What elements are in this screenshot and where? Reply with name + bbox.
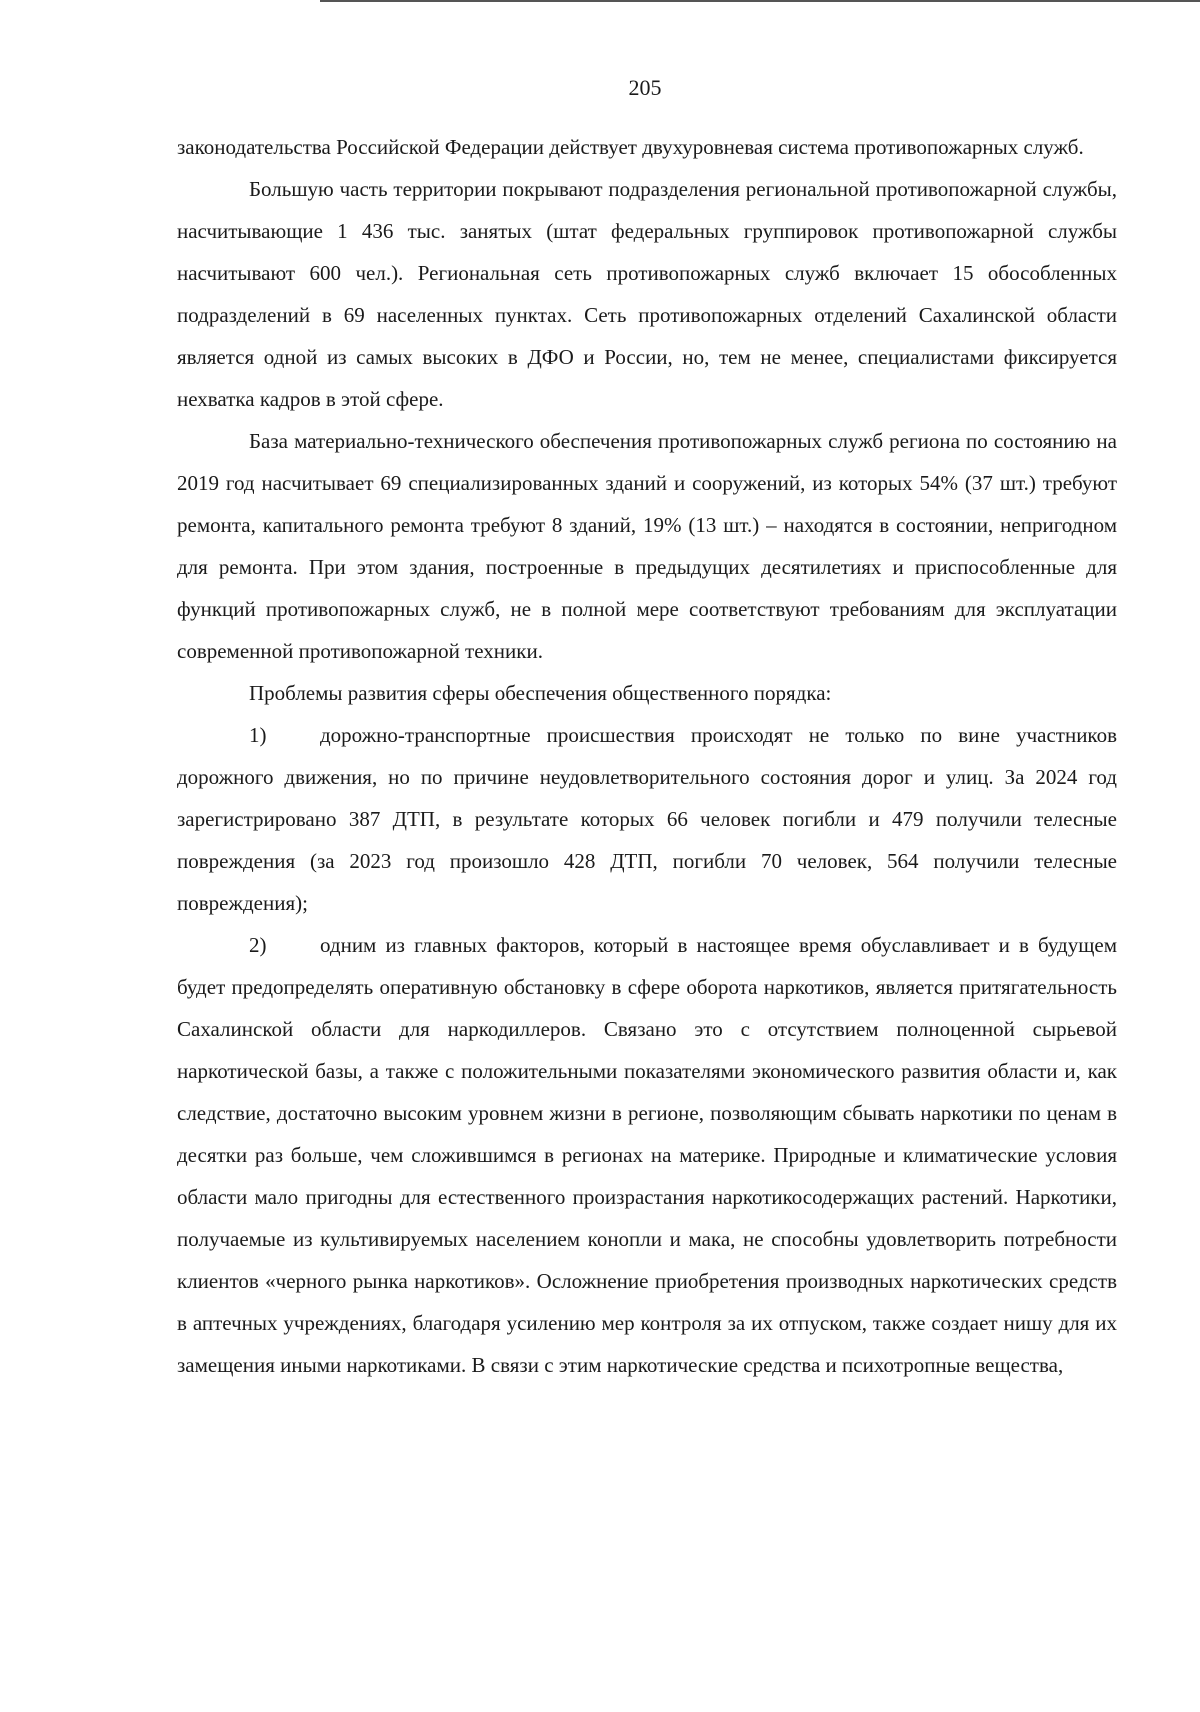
list-item-road-accidents	[177, 714, 1117, 924]
paragraph-regional-fire-service: Большую часть территории покрывают подразделения региональной противопожарной службы, насчитывающие 1 436 тыс. занятых (штат федеральных группировок противопожарной службы насчитывают 600 чел.). Региональная сеть противопожарных служб включает 15 обособленных подразделений в 69 населенных пунктах. Сеть противопожарных отделений Сахалинской области является одной из самых высоких в ДФО и России, но, тем не менее, специалистами фиксируется нехватка кадров в этой сфере.	[177, 177, 1117, 411]
list-item-text: одним из главных факторов, который в настоящее время обуславливает и в будущем будет предопределять оперативную обстановку в сфере оборота наркотиков, является притягательность Сахалинской области для наркодиллеров. Связано это с отсутствием полноценной сырьевой наркотической базы, а также с положительными показателями экономического развития области и, как следствие, достаточно высоким уровнем жизни в регионе, позволяющим сбывать наркотики по ценам в десятки раз больше, чем сложившимся в регионах на материке. Природные и климатические условия области мало пригодны для естественного произрастания наркотикосодержащих растений. Наркотики, получаемые из культивируемых населением конопли и мака, не способны удовлетворить потребности клиентов «черного рынка наркотиков». Осложнение приобретения производных наркотических средств в аптечных учреждениях, благодаря усилению мер контроля за их отпуском, также создает нишу для их замещения иными наркотиками. В связи с этим наркотические средства и психотропные вещества,	[177, 933, 1117, 1377]
scan-top-border	[320, 0, 1200, 2]
page-number: 205	[628, 75, 662, 100]
paragraph-public-order-problems: Проблемы развития сферы обеспечения общественного порядка:	[249, 681, 832, 705]
list-item-number: 2)	[249, 933, 267, 957]
document-body	[177, 126, 1117, 1386]
list-item-text: дорожно-транспортные происшествия происходят не только по вине участников дорожного движения, но по причине неудовлетворительного состояния дорог и улиц. За 2024 год зарегистрировано 387 ДТП, в результате которых 66 человек погибли и 479 получили телесные повреждения (за 2023 год произошло 428 ДТП, погибли 70 человек, 564 получили телесные повреждения);	[177, 723, 1117, 915]
list-item-number: 1)	[249, 723, 267, 747]
list-item-drug-trafficking	[177, 924, 1117, 1386]
paragraph-continuation: законодательства Российской Федерации действует двухуровневая система противопожарных служб.	[177, 135, 1084, 159]
paragraph-material-base: База материально-технического обеспечения противопожарных служб региона по состоянию на 2019 год насчитывает 69 специализированных зданий и сооружений, из которых 54% (37 шт.) требуют ремонта, капитального ремонта требуют 8 зданий, 19% (13 шт.) – находятся в состоянии, непригодном для ремонта. При этом здания, построенные в предыдущих десятилетиях и приспособленные для функций противопожарных служб, не в полной мере соответствуют требованиям для эксплуатации современной противопожарной техники.	[177, 429, 1117, 663]
